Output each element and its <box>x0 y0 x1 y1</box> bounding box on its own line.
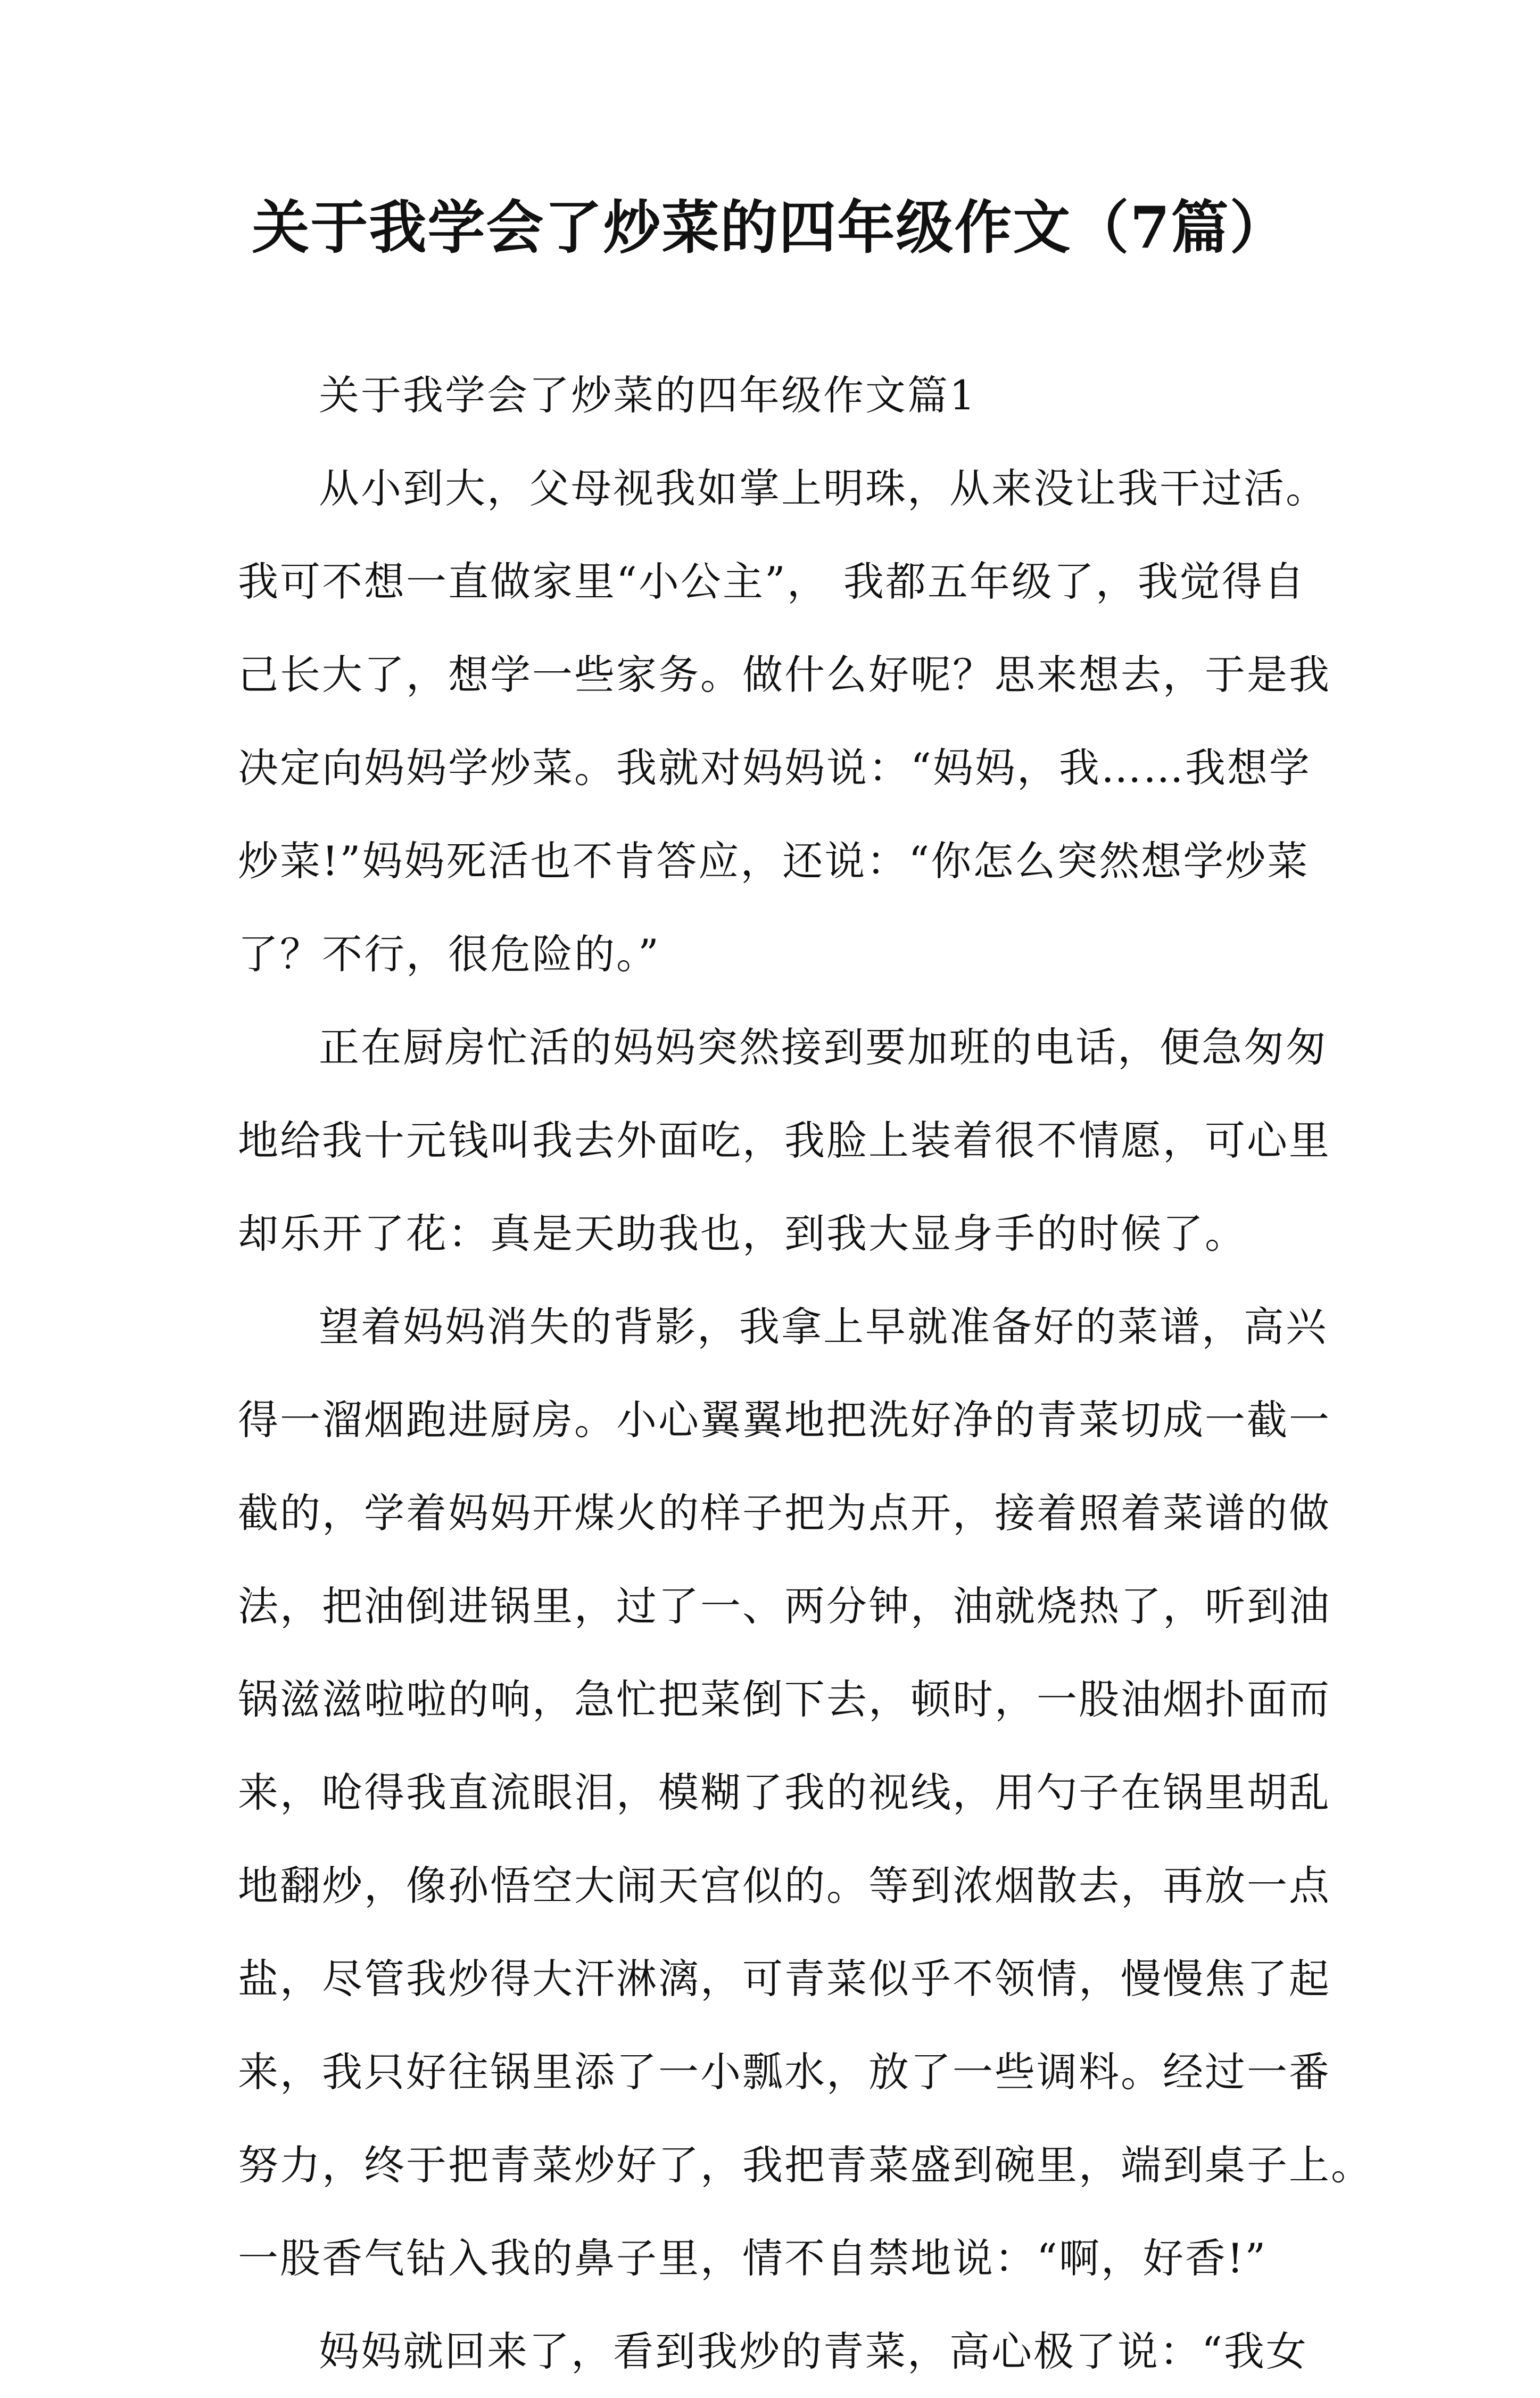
text-line: 来，我只好往锅里添了一小瓢水，放了一些调料。经过一番 <box>238 2048 1331 2096</box>
text-line: 锅滋滋啦啦的响，急忙把菜倒下去，顿时，一股油烟扑面而 <box>238 1676 1331 1723</box>
text-line: 关于我学会了炒菜的四年级作文篇1 <box>319 372 977 419</box>
text-line: 己长大了，想学一些家务。做什么好呢？思来想去，于是我 <box>238 651 1331 698</box>
text-line: 努力，终于把青菜炒好了，我把青菜盛到碗里，端到桌子上。 <box>238 2141 1373 2189</box>
text-line: 截的，学着妈妈开煤火的样子把为点开，接着照着菜谱的做 <box>238 1489 1331 1537</box>
document-title: 关于我学会了炒菜的四年级作文（7篇） <box>252 194 1288 261</box>
text-line: 一股香气钻入我的鼻子里，情不自禁地说：“啊，好香!” <box>238 2235 1268 2282</box>
text-line: 了？不行，很危险的。” <box>238 930 660 978</box>
text-line: 地翻炒，像孙悟空大闹天宫似的。等到浓烟散去，再放一点 <box>238 1862 1331 1909</box>
text-line: 地给我十元钱叫我去外面吃，我脸上装着很不情愿，可心里 <box>238 1117 1331 1164</box>
text-line: 从小到大，父母视我如掌上明珠，从来没让我干过活。 <box>319 465 1328 512</box>
text-line: 得一溜烟跑进厨房。小心翼翼地把洗好净的青菜切成一截一 <box>238 1396 1331 1444</box>
text-line: 却乐开了花：真是天助我也，到我大显身手的时候了。 <box>238 1210 1247 1257</box>
text-line: 法，把油倒进锅里，过了一、两分钟，油就烧热了，听到油 <box>238 1583 1331 1630</box>
document-body <box>238 349 1373 2398</box>
text-line: 决定向妈妈学炒菜。我就对妈妈说：“妈妈，我……我想学 <box>238 744 1311 792</box>
text-line: 我可不想一直做家里“小公主”， 我都五年级了，我觉得自 <box>238 558 1306 605</box>
text-line: 盐，尽管我炒得大汗淋漓，可青菜似乎不领情，慢慢焦了起 <box>238 1955 1331 2003</box>
text-line: 妈妈就回来了，看到我炒的青菜，高心极了说：“我女 <box>319 2328 1308 2375</box>
text-line: 炒菜!”妈妈死活也不肯答应，还说：“你怎么突然想学炒菜 <box>238 837 1310 885</box>
text-line: 正在厨房忙活的妈妈突然接到要加班的电话，便急匆匆 <box>319 1024 1328 1071</box>
text-line: 来，呛得我直流眼泪，模糊了我的视线，用勺子在锅里胡乱 <box>238 1769 1331 1816</box>
text-line: 望着妈妈消失的背影，我拿上早就准备好的菜谱，高兴 <box>319 1303 1328 1350</box>
